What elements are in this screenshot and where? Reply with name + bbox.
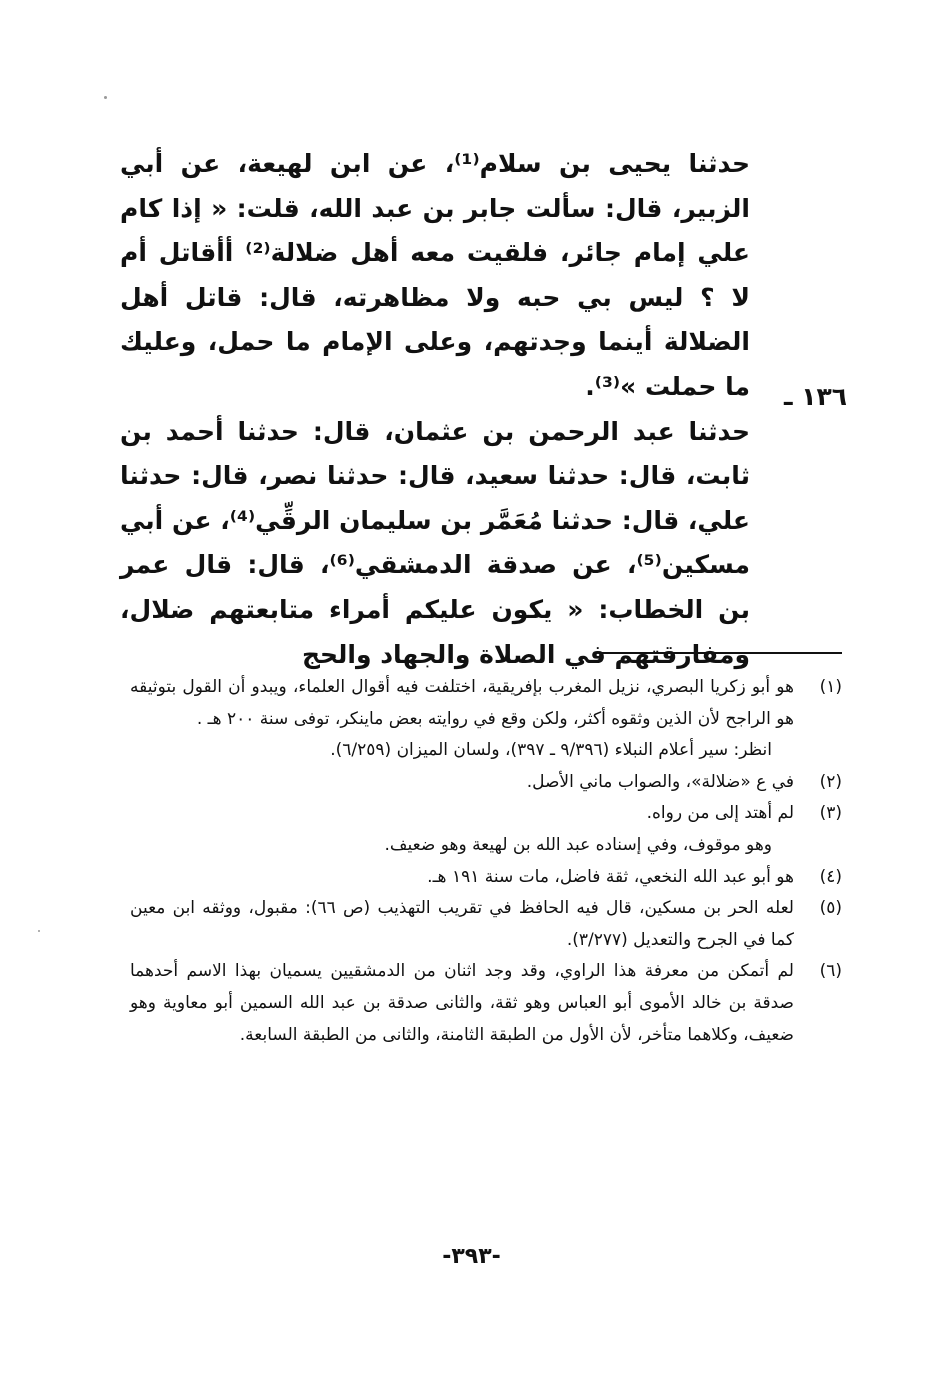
main-text xyxy=(120,142,750,677)
footnote-1 xyxy=(130,672,842,767)
footnote-number: (٥) xyxy=(819,898,842,919)
footnote-text: لعله الحر بن مسكين، قال فيه الحافظ في تقريب التهذيب (ص ٦٦): مقبول، ووثقه ابن معين كما في الجرح والتعديل (٣/٢٧٧). xyxy=(130,898,794,950)
scan-speck xyxy=(38,930,40,932)
footnote-number: (١) xyxy=(819,677,842,697)
entry-number: ١٣٦ ـ xyxy=(783,382,847,411)
footnote-5 xyxy=(130,893,842,956)
footnote-number: (٤) xyxy=(819,866,842,887)
footnote-2 xyxy=(130,767,842,799)
footnote-number: (٣) xyxy=(819,803,842,824)
footnote-text: انظر: سير أعلام النبلاء (٩/٣٩٦ ـ ٣٩٧)، ولسان الميزان (٦/٢٥٩). xyxy=(330,740,772,761)
footnote-text: لم أهتد إلى من رواه. xyxy=(646,803,794,824)
footnote-text: لم أتمكن من معرفة هذا الراوي، وقد وجد اثنان من الدمشقيين يسميان بهذا الاسم أحدهما صدقة بن خالد الأموى أبو العباس وهو ثقة، والثانى صدقة بن عبد الله السمين أبو معاوية وهو ضعيف، وكلاهما متأخر، لأن الأول من الطبقة الثامنة، والثانى من الطبقة السابعة. xyxy=(130,961,794,1045)
footnote-4 xyxy=(130,862,842,894)
footnote-3 xyxy=(130,798,842,861)
footnote-text: هو أبو زكريا البصري، نزيل المغرب بإفريقية، اختلفت فيه أقوال العلماء، ويبدو أن القول بتوثيقه هو الراجح لأن الذين وثقوه أكثر، ولكن وقع في روايته بعض ماينكر، توفى سنة ٢٠٠ هـ . xyxy=(130,677,794,729)
hadith-paragraph-136: حدثنا عبد الرحمن بن عثمان، قال: حدثنا أحمد بن ثابت، قال: حدثنا سعيد، قال: حدثنا نصر، قال: حدثنا علي، قال: حدثنا مُعَمَّر بن سليمان الرقِّي⁽⁴⁾، عن أبي مسكين⁽⁵⁾، عن صدقة الدمشقي⁽⁶⁾، قال: قال عمر بن الخطاب: « يكون عليكم أمراء متابعتهم ضلال، ومفارقتهم في الصلاة والجهاد والحج xyxy=(120,416,750,669)
footnote-text: وهو موقوف، وفي إسناده عبد الله بن لهيعة وهو ضعيف. xyxy=(384,834,772,855)
hadith-paragraph-135: حدثنا يحيى بن سلام⁽¹⁾، عن ابن لهيعة، عن أبي الزبير، قال: سألت جابر بن عبد الله، قلت: « إذا كام علي إمام جائر، فلقيت معه أهل ضلالة⁽²⁾ أأقاتل أم لا ؟ ليس بي حبه ولا مظاهرته، قال: قاتل أهل الضلالة أينما وجدتهم، وعلى الإمام ما حمل، وعليك ما حملت »⁽³⁾. xyxy=(120,149,750,401)
footnote-separator xyxy=(600,652,842,654)
footnotes xyxy=(130,672,842,1051)
page-number: -٣٩٣- xyxy=(442,1244,501,1269)
scan-speck xyxy=(104,96,107,99)
footnote-number: (٢) xyxy=(819,771,842,792)
footnote-text: في ع «ضلالة»، والصواب ماني الأصل. xyxy=(526,771,794,792)
footnote-6 xyxy=(130,956,842,1051)
footnote-number: (٦) xyxy=(819,961,842,982)
footnote-text: هو أبو عبد الله النخعي، ثقة فاضل، مات سنة ١٩١ هـ. xyxy=(427,866,794,887)
